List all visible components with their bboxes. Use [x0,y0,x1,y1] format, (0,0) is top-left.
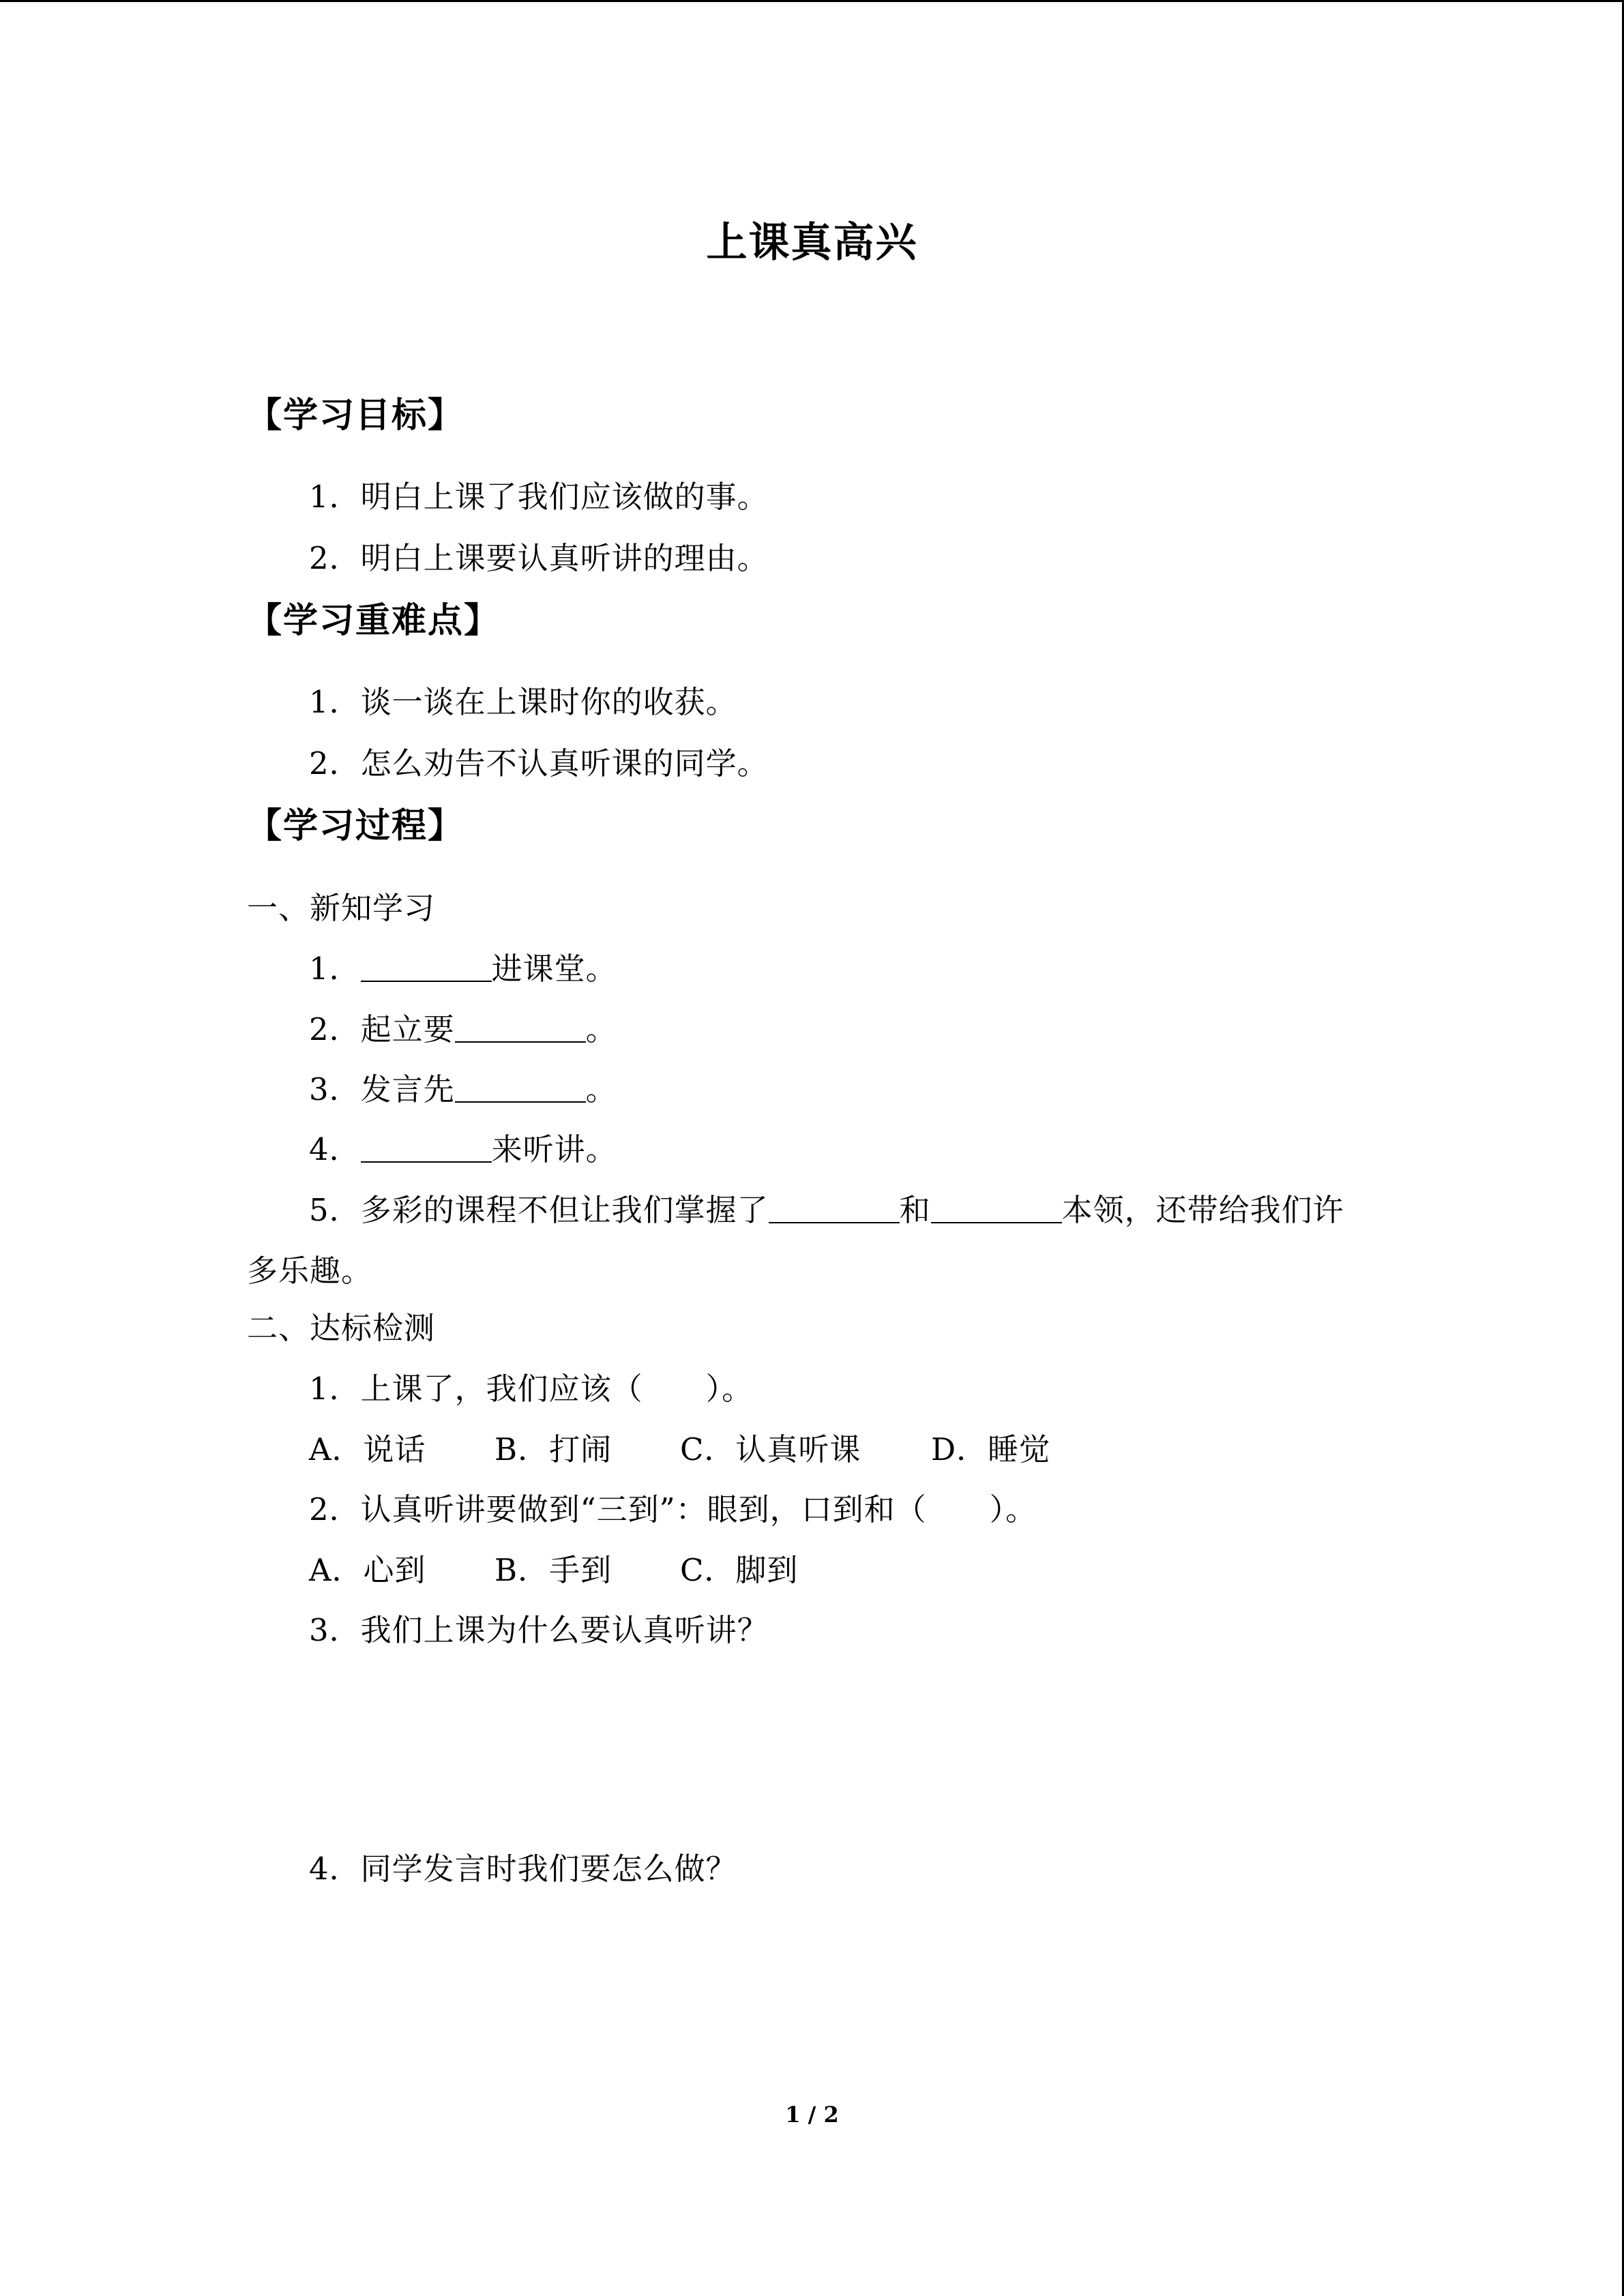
page-top-border [0,0,1624,2]
objectives-heading: 【学习目标】 [247,395,464,436]
option-d[interactable]: D．睡觉 [931,1431,1051,1467]
answer-blank[interactable] [361,1131,492,1163]
page-number: 1 / 2 [785,2102,839,2128]
question-text-middle: 和 [899,1192,931,1228]
answer-blank[interactable] [455,1071,586,1103]
option-c[interactable]: C．脚到 [680,1552,799,1588]
fill-question-1 [309,944,617,988]
open-question-3: 3．我们上课为什么要认真听讲？ [309,1612,769,1648]
choice-question-1: 1．上课了，我们应该（ ）。 [309,1371,754,1407]
fill-question-2 [309,1004,617,1049]
question-number: 4． [309,1131,361,1167]
key-point-item-1: 1．谈一谈在上课时你的收获。 [309,684,737,720]
fill-question-4 [309,1124,617,1169]
fill-question-3 [309,1064,617,1109]
objective-item-1: 1．明白上课了我们应该做的事。 [309,479,769,515]
option-b[interactable]: B．打闹 [494,1431,612,1467]
open-question-4: 4．同学发言时我们要怎么做？ [309,1851,737,1887]
document-title: 上课真高兴 [706,219,918,267]
question-text: 2．起立要 [309,1011,455,1047]
answer-blank[interactable] [361,950,492,982]
option-b[interactable]: B．手到 [494,1552,612,1588]
question-text-end: 。 [585,1011,617,1047]
process-heading: 【学习过程】 [247,805,464,846]
choice-options-2 [309,1545,798,1590]
option-a[interactable]: A．心到 [309,1552,426,1588]
option-c[interactable]: C．认真听课 [680,1431,861,1467]
answer-blank[interactable] [931,1191,1062,1223]
question-text: 3．发言先 [309,1071,455,1107]
part2-title: 二、达标检测 [247,1310,436,1346]
fill-question-5 [309,1185,1344,1229]
choice-question-2: 2．认真听讲要做到“三到”：眼到，口到和（ ）。 [309,1491,1037,1527]
objective-item-2: 2．明白上课要认真听讲的理由。 [309,540,769,576]
part1-title: 一、新知学习 [247,890,436,926]
key-points-heading: 【学习重难点】 [247,600,501,641]
question-text: 5．多彩的课程不但让我们掌握了 [309,1192,769,1228]
question-text: 来听讲。 [491,1131,617,1167]
fill-question-5-continuation: 多乐趣。 [247,1253,373,1289]
question-text: 进课堂。 [491,951,617,987]
question-text-end: 。 [585,1071,617,1107]
question-number: 1． [309,951,361,987]
answer-blank[interactable] [455,1011,586,1043]
option-a[interactable]: A．说话 [309,1431,426,1467]
key-point-item-2: 2．怎么劝告不认真听课的同学。 [309,745,769,781]
answer-blank[interactable] [769,1191,900,1223]
question-text-end: 本领，还带给我们许 [1061,1192,1344,1228]
choice-options-1 [309,1425,1050,1469]
